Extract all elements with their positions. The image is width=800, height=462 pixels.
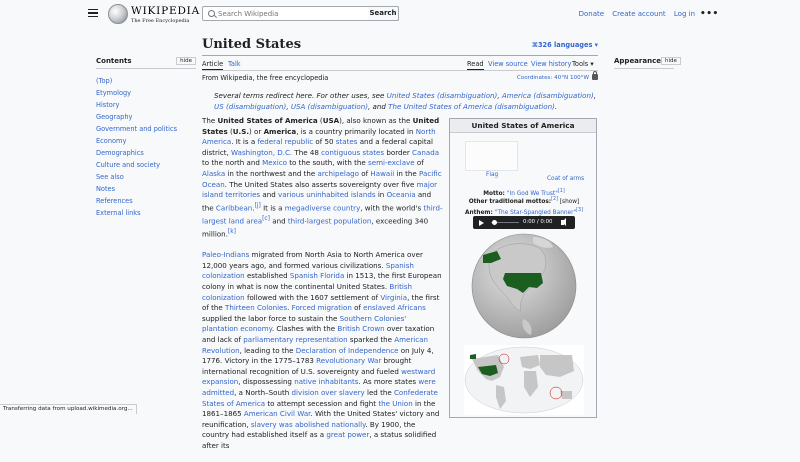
toc-item-history[interactable]: History (96, 101, 120, 109)
infobox-title: United States of America (450, 119, 596, 133)
coat-of-arms-caption[interactable]: Coat of arms (547, 176, 585, 182)
language-count: 326 languages (537, 41, 593, 49)
toc-item-notes[interactable]: Notes (96, 185, 116, 193)
seek-handle[interactable] (492, 220, 497, 225)
hatnote-and: , and (368, 101, 389, 111)
flag-caption[interactable]: Flag (486, 172, 499, 178)
hatnote-link[interactable]: USA (disambiguation) (290, 101, 369, 111)
tab-view-history[interactable]: View history (531, 60, 572, 68)
motto-link[interactable]: "In God We Trust" (506, 190, 558, 197)
browser-status-bar: Transferring data from upload.wikimedia.org... (0, 404, 137, 414)
anthem-audio-player[interactable] (473, 216, 575, 229)
tab-read[interactable]: Read (467, 60, 484, 68)
toc-hide-button[interactable]: hide (176, 57, 196, 65)
history-paragraph: Paleo-Indians migrated from North Asia to North America over 12,000 years ago, and formed various civilizations. Spanish colonization established Spanish Florida in 1513, the first European colony in what is now the continental United States. British colonization followed with the 1607 settlement of Virginia, the first of the Thirteen Colonies. Forced migration of enslaved Africans supplied the labor force to sustain the Southern Colonies' plantation economy. Clashes with the British Crown over taxation and lack of parliamentary representation sparked the American Revolution, leading to the Declaration of Independence on July 4, 1776. Victory in the 1775–1783 Revolutionary War brought international recognition of U.S. sovereignty and fueled westward expansion, dispossessing native inhabitants. As more states were admitted, a North–South division over slavery led the Confederate States of America to attempt secession and fight the Union in the 1861–1865 American Civil War. With the United States' victory and reunification, slavery was abolished nationally. By 1900, the country had established itself as a great power, a status solidified after its (202, 250, 442, 450)
tools-label: Tools (572, 60, 589, 68)
create-account-link[interactable]: Create account (612, 10, 666, 18)
flag-image[interactable] (465, 141, 518, 171)
main-menu-icon[interactable] (88, 9, 98, 17)
language-button[interactable]: ⌘326 languages ▾ (531, 41, 598, 49)
appearance-panel (614, 57, 677, 75)
title-row (202, 34, 598, 56)
logo-wordmark: WIKIPEDIA (131, 5, 201, 17)
hatnote-text: Several terms redirect here. For other uses, see (214, 91, 387, 100)
page-tabs (202, 56, 598, 71)
audio-time: 0:00 / 0:00 (523, 219, 553, 225)
toc-item-government[interactable]: Government and politics (96, 125, 178, 133)
world-map[interactable] (464, 345, 584, 415)
toc-item-external-links[interactable]: External links (96, 209, 141, 217)
coordinates[interactable] (517, 74, 598, 81)
other-mottos-ref[interactable]: [2] (551, 197, 558, 202)
volume-icon[interactable] (561, 220, 564, 225)
infobox (449, 118, 597, 418)
appearance-hide-button[interactable]: hide (661, 57, 681, 65)
search-input[interactable] (218, 8, 368, 20)
toc-item-economy[interactable]: Economy (96, 137, 127, 145)
toc-title: Contents (96, 57, 132, 65)
search-icon (208, 10, 215, 17)
anthem-ref[interactable]: [3] (576, 208, 584, 213)
main-content (202, 34, 598, 450)
toc-item-top[interactable]: (Top) (96, 77, 113, 85)
toc-header (96, 57, 196, 69)
donate-link[interactable]: Donate (578, 10, 605, 18)
personal-tools (573, 10, 695, 18)
motto-ref[interactable]: [1] (557, 189, 565, 194)
article-body (202, 116, 443, 462)
show-toggle[interactable]: [show] (559, 198, 580, 205)
page-title: United States (202, 37, 302, 52)
lock-icon (592, 74, 598, 80)
wikipedia-globe-icon[interactable] (108, 4, 128, 24)
orthographic-map[interactable] (471, 233, 577, 339)
coordinates-text: Coordinates: 40°N 100°W (516, 75, 589, 81)
tools-menu[interactable]: Tools ▾ (572, 60, 594, 68)
search-button[interactable]: Search (368, 6, 399, 21)
motto-label: Motto: (483, 190, 507, 197)
site-sub: From Wikipedia, the free encyclopedia (202, 74, 329, 82)
tab-article[interactable]: Article (202, 60, 224, 68)
play-icon[interactable] (479, 220, 484, 226)
other-mottos-label: Other traditional mottos: (468, 198, 552, 205)
log-in-link[interactable]: Log in (673, 10, 695, 18)
hatnote-link[interactable]: US (disambiguation) (214, 101, 287, 111)
hatnote: Several terms redirect here. For other uses, see United States (disambiguation), America (disambiguation), US (disambiguation), USA (disambiguation), and The United States of America (disambiguation). (214, 91, 596, 111)
logo-tagline: The Free Encyclopedia (131, 18, 190, 24)
toc-item-etymology[interactable]: Etymology (96, 89, 132, 97)
toc-item-see-also[interactable]: See also (96, 173, 124, 181)
motto-row (450, 189, 598, 197)
lead-paragraph: The United States of America (USA), also known as the United States (U.S.) or America, is a country primarily located in North America. It is a federal republic of 50 states and a federal capital district, Washington, D.C. The 48 contiguous states border Canada to the north and Mexico to the south, with the semi-exclave of Alaska in the northwest and the archipelago of Hawaii in the Pacific Ocean. The United States also asserts sovereignty over five major island territories and various uninhabited islands in Oceania and the Caribbean.[j] It is a megadiverse country, with the world's third-largest land area[c] and third-largest population, exceeding 340 million.[k] (202, 116, 443, 239)
anthem-label: Anthem: (464, 209, 495, 216)
other-mottos-row (450, 197, 598, 205)
toc-item-demographics[interactable]: Demographics (96, 149, 144, 157)
tab-talk[interactable]: Talk (228, 60, 241, 68)
anthem-link[interactable]: "The Star-Spangled Banner" (494, 209, 577, 216)
table-of-contents (96, 57, 196, 219)
wikipedia-logo[interactable] (131, 5, 200, 24)
appearance-title: Appearance (614, 57, 661, 65)
hatnote-link[interactable]: America (disambiguation) (501, 91, 594, 100)
toc-item-references[interactable]: References (96, 197, 133, 205)
toc-item-geography[interactable]: Geography (96, 113, 133, 121)
tab-view-source[interactable]: View source (488, 60, 528, 68)
toc-item-culture[interactable]: Culture and society (96, 161, 161, 169)
appearance-header (614, 57, 677, 69)
more-options-icon[interactable]: ••• (700, 9, 719, 19)
hatnote-link[interactable]: United States (disambiguation) (386, 91, 498, 100)
hatnote-link[interactable]: The United States of America (disambiguation) (388, 101, 555, 111)
anthem-row (450, 208, 598, 216)
site-header (0, 0, 800, 28)
